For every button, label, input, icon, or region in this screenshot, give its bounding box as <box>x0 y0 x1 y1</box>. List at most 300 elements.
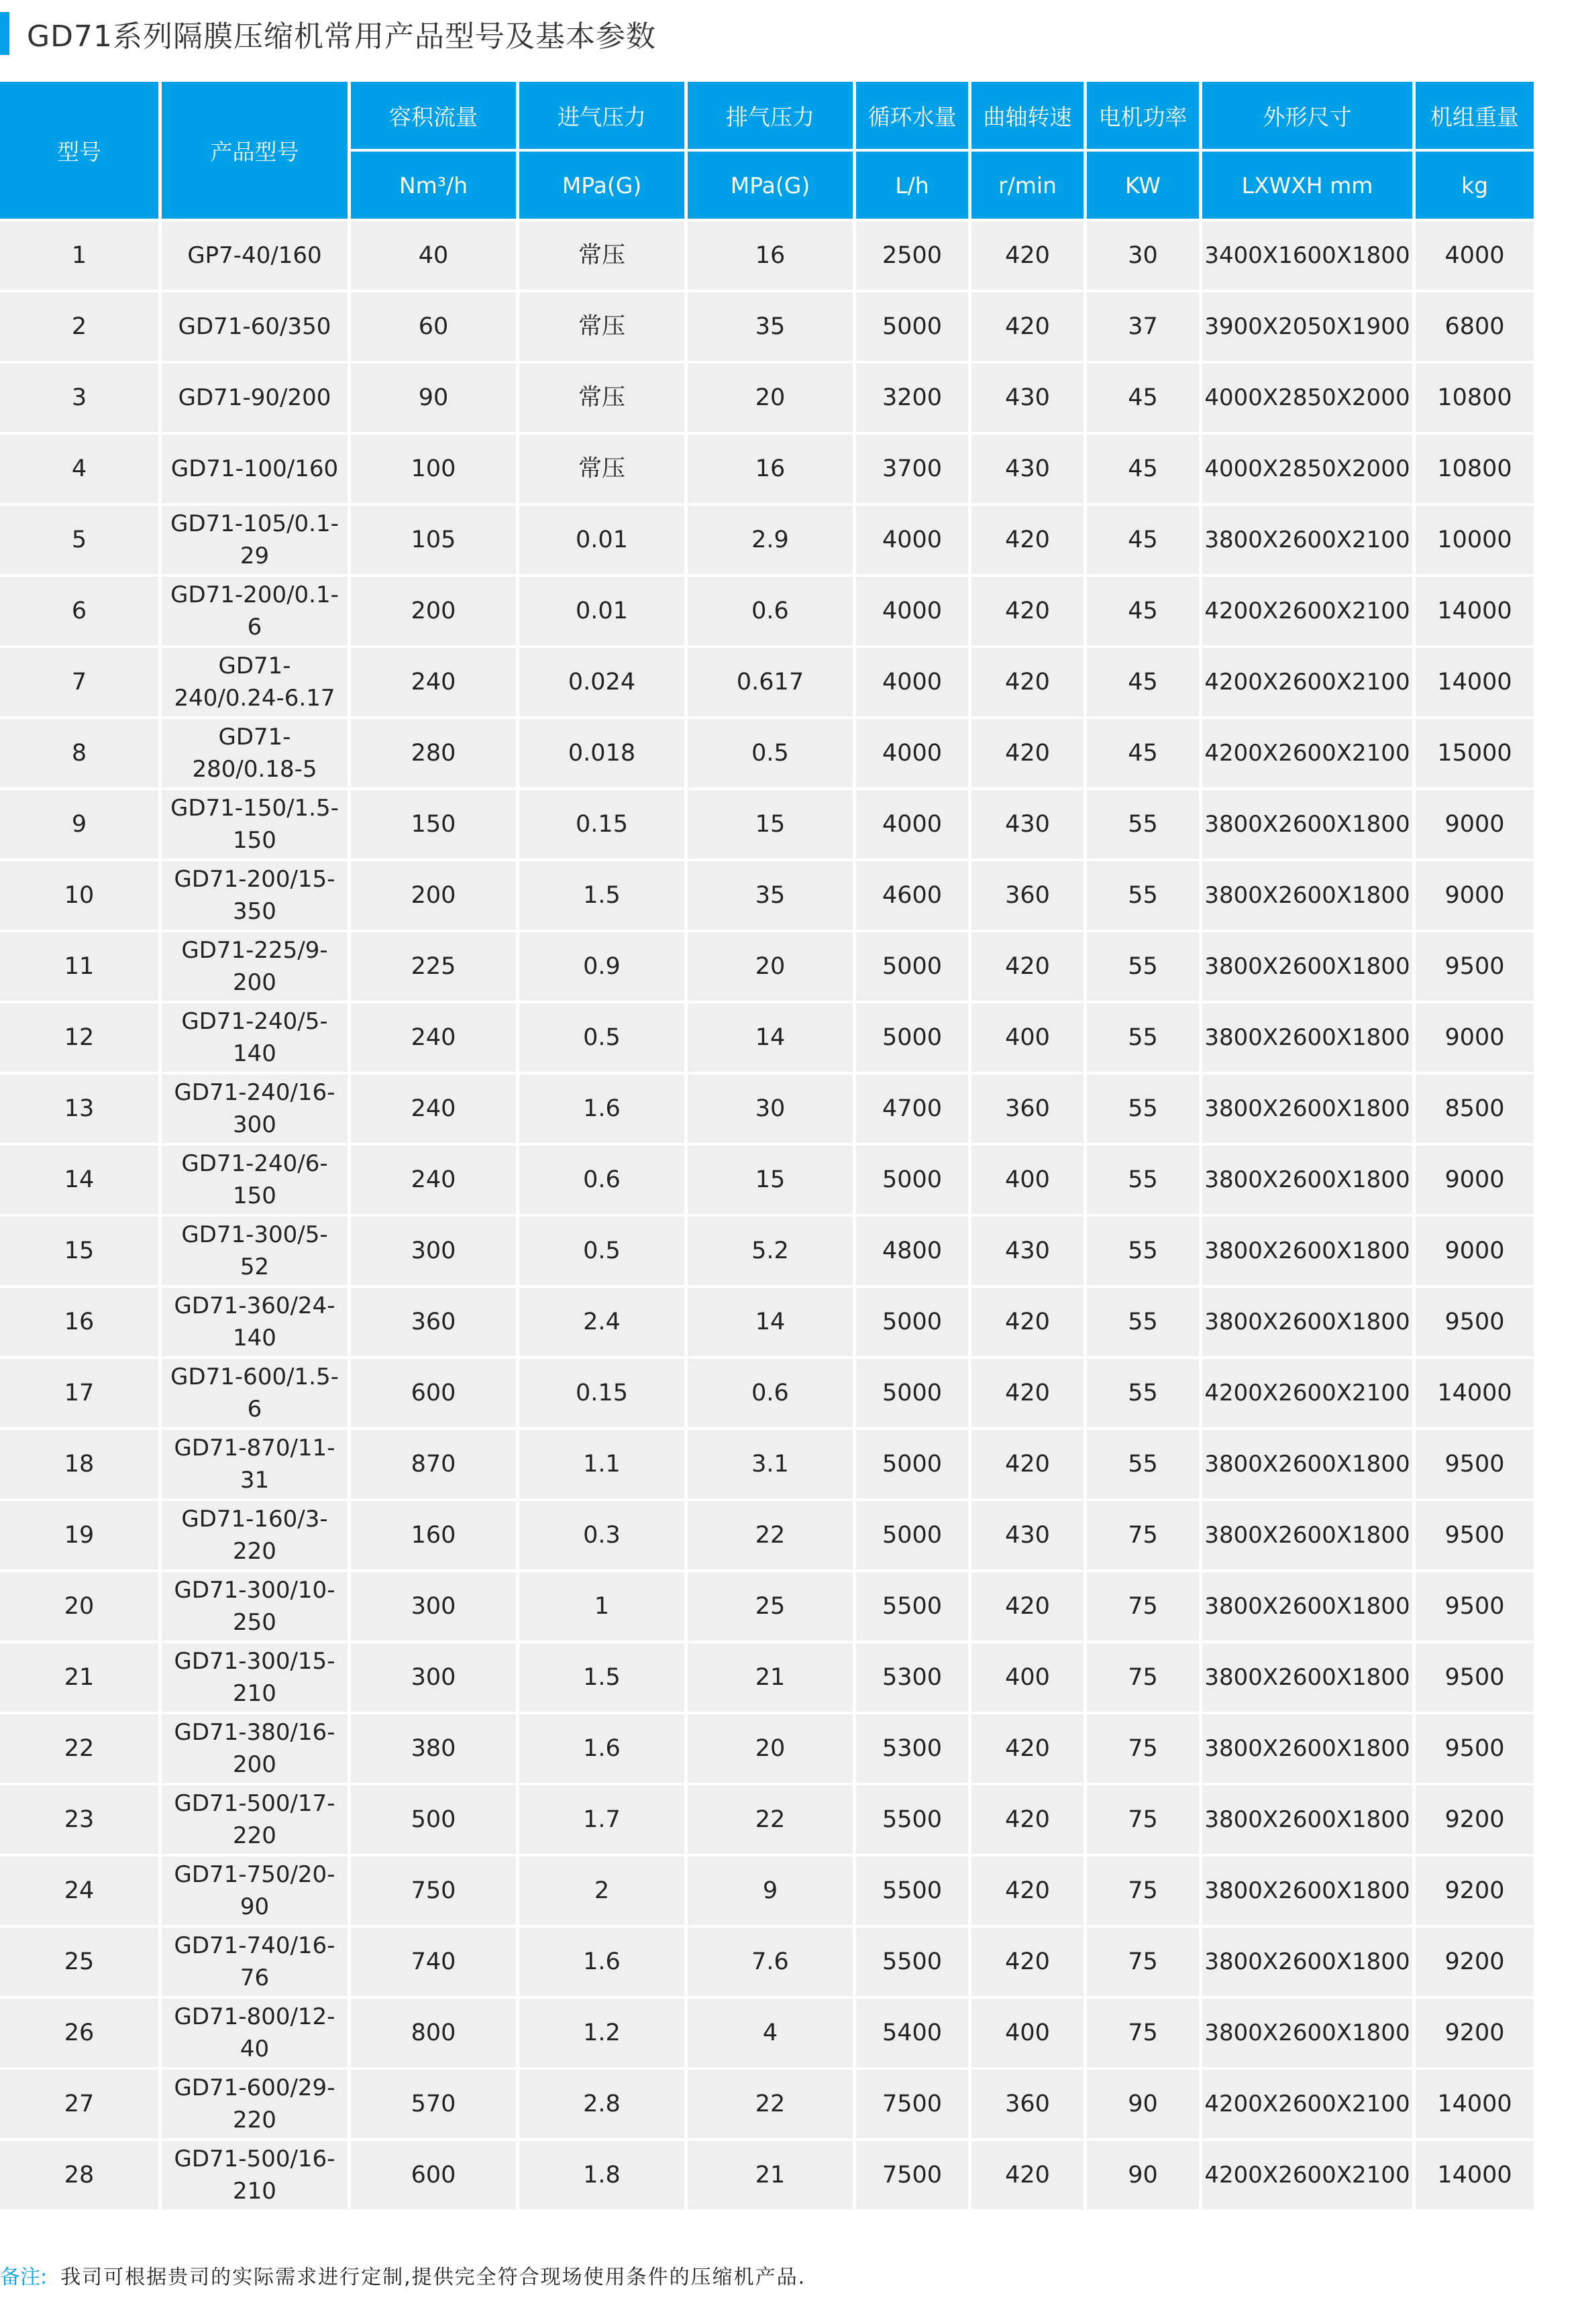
cell-inlet-pressure: 1.6 <box>519 1714 684 1783</box>
cell-flow: 240 <box>351 1074 516 1143</box>
cell-flow: 240 <box>351 1003 516 1072</box>
cell-index: 3 <box>0 364 158 432</box>
cell-crank-speed: 420 <box>971 2141 1084 2209</box>
cell-inlet-pressure: 0.3 <box>519 1501 684 1569</box>
cell-motor-power: 75 <box>1087 1714 1199 1783</box>
cell-model: GD71-200/0.1-6 <box>162 577 348 645</box>
header-index: 型号 <box>0 82 158 219</box>
cell-outlet-pressure: 16 <box>688 221 853 290</box>
cell-dimensions: 3800X2600X1800 <box>1202 1928 1412 1996</box>
cell-crank-speed: 420 <box>971 577 1084 645</box>
footnote <box>0 2260 806 2290</box>
cell-weight: 14000 <box>1416 2070 1534 2138</box>
table-row <box>0 1359 1534 1427</box>
cell-crank-speed: 420 <box>971 1714 1084 1783</box>
table-body <box>0 221 1534 2209</box>
cell-index: 11 <box>0 932 158 1001</box>
cell-outlet-pressure: 0.6 <box>688 1359 853 1427</box>
cell-weight: 10000 <box>1416 506 1534 574</box>
cell-motor-power: 90 <box>1087 2141 1199 2209</box>
cell-inlet-pressure: 2.4 <box>519 1288 684 1356</box>
cell-dimensions: 4000X2850X2000 <box>1202 435 1412 503</box>
cell-flow: 300 <box>351 1643 516 1712</box>
cell-crank-speed: 400 <box>971 1643 1084 1712</box>
cell-inlet-pressure: 1.2 <box>519 1999 684 2067</box>
cell-motor-power: 45 <box>1087 435 1199 503</box>
cell-weight: 14000 <box>1416 577 1534 645</box>
cell-flow: 100 <box>351 435 516 503</box>
cell-outlet-pressure: 20 <box>688 932 853 1001</box>
cell-crank-speed: 420 <box>971 1359 1084 1427</box>
header-crank-speed: 曲轴转速 <box>971 82 1084 149</box>
cell-dimensions: 3800X2600X1800 <box>1202 1217 1412 1285</box>
cell-weight: 9000 <box>1416 790 1534 859</box>
cell-weight: 9200 <box>1416 1857 1534 1925</box>
cell-model: GD71-600/1.5-6 <box>162 1359 348 1427</box>
cell-crank-speed: 430 <box>971 1217 1084 1285</box>
cell-motor-power: 37 <box>1087 292 1199 361</box>
cell-water-flow: 4000 <box>856 719 968 787</box>
cell-outlet-pressure: 30 <box>688 1074 853 1143</box>
cell-index: 17 <box>0 1359 158 1427</box>
cell-water-flow: 5400 <box>856 1999 968 2067</box>
cell-water-flow: 4000 <box>856 648 968 716</box>
cell-model: GD71-60/350 <box>162 292 348 361</box>
cell-inlet-pressure: 1.6 <box>519 1928 684 1996</box>
cell-weight: 9000 <box>1416 1217 1534 1285</box>
cell-inlet-pressure: 1.5 <box>519 1643 684 1712</box>
title-accent-bar <box>0 12 9 55</box>
header-model: 产品型号 <box>162 82 348 219</box>
cell-outlet-pressure: 0.6 <box>688 577 853 645</box>
cell-crank-speed: 420 <box>971 506 1084 574</box>
cell-motor-power: 75 <box>1087 1999 1199 2067</box>
cell-outlet-pressure: 22 <box>688 2070 853 2138</box>
cell-crank-speed: 360 <box>971 861 1084 930</box>
cell-model: GD71-90/200 <box>162 364 348 432</box>
cell-motor-power: 55 <box>1087 1359 1199 1427</box>
cell-crank-speed: 400 <box>971 1003 1084 1072</box>
cell-dimensions: 3800X2600X1800 <box>1202 1430 1412 1498</box>
cell-crank-speed: 420 <box>971 1288 1084 1356</box>
cell-dimensions: 3800X2600X1800 <box>1202 1857 1412 1925</box>
cell-water-flow: 4800 <box>856 1217 968 1285</box>
page-title-bar <box>0 12 656 55</box>
cell-water-flow: 4000 <box>856 790 968 859</box>
cell-index: 5 <box>0 506 158 574</box>
cell-water-flow: 3200 <box>856 364 968 432</box>
cell-outlet-pressure: 21 <box>688 1643 853 1712</box>
unit-flow: Nm³/h <box>351 152 516 219</box>
cell-weight: 9500 <box>1416 1430 1534 1498</box>
cell-index: 7 <box>0 648 158 716</box>
cell-water-flow: 5000 <box>856 932 968 1001</box>
cell-flow: 200 <box>351 861 516 930</box>
cell-inlet-pressure: 2.8 <box>519 2070 684 2138</box>
cell-flow: 600 <box>351 2141 516 2209</box>
cell-flow: 380 <box>351 1714 516 1783</box>
cell-weight: 9500 <box>1416 1501 1534 1569</box>
cell-motor-power: 45 <box>1087 577 1199 645</box>
cell-dimensions: 3800X2600X1800 <box>1202 1714 1412 1783</box>
cell-outlet-pressure: 22 <box>688 1501 853 1569</box>
cell-inlet-pressure: 1.6 <box>519 1074 684 1143</box>
cell-model: GD71-300/10-250 <box>162 1572 348 1641</box>
cell-index: 4 <box>0 435 158 503</box>
cell-model: GD71-740/16-76 <box>162 1928 348 1996</box>
cell-crank-speed: 420 <box>971 1785 1084 1854</box>
cell-inlet-pressure: 0.5 <box>519 1003 684 1072</box>
cell-index: 10 <box>0 861 158 930</box>
cell-index: 2 <box>0 292 158 361</box>
cell-model: GD71-750/20-90 <box>162 1857 348 1925</box>
cell-inlet-pressure: 0.01 <box>519 577 684 645</box>
cell-flow: 105 <box>351 506 516 574</box>
table-row <box>0 1501 1534 1569</box>
cell-inlet-pressure: 0.01 <box>519 506 684 574</box>
cell-flow: 225 <box>351 932 516 1001</box>
cell-crank-speed: 400 <box>971 1146 1084 1214</box>
cell-flow: 90 <box>351 364 516 432</box>
cell-crank-speed: 420 <box>971 1430 1084 1498</box>
cell-outlet-pressure: 15 <box>688 790 853 859</box>
header-weight: 机组重量 <box>1416 82 1534 149</box>
cell-water-flow: 7500 <box>856 2141 968 2209</box>
cell-model: GD71-160/3-220 <box>162 1501 348 1569</box>
cell-weight: 9500 <box>1416 1288 1534 1356</box>
table-row <box>0 577 1534 645</box>
cell-water-flow: 4600 <box>856 861 968 930</box>
cell-dimensions: 3800X2600X1800 <box>1202 861 1412 930</box>
cell-model: GD71-240/16-300 <box>162 1074 348 1143</box>
cell-motor-power: 75 <box>1087 1857 1199 1925</box>
cell-dimensions: 3800X2600X1800 <box>1202 790 1412 859</box>
table-row <box>0 1643 1534 1712</box>
cell-motor-power: 55 <box>1087 1430 1199 1498</box>
cell-index: 20 <box>0 1572 158 1641</box>
cell-weight: 9000 <box>1416 861 1534 930</box>
cell-model: GD71-380/16-200 <box>162 1714 348 1783</box>
unit-water-flow: L/h <box>856 152 968 219</box>
cell-dimensions: 4200X2600X2100 <box>1202 1359 1412 1427</box>
cell-index: 21 <box>0 1643 158 1712</box>
cell-flow: 280 <box>351 719 516 787</box>
cell-motor-power: 55 <box>1087 1288 1199 1356</box>
cell-flow: 600 <box>351 1359 516 1427</box>
cell-dimensions: 4200X2600X2100 <box>1202 2070 1412 2138</box>
cell-inlet-pressure: 1.7 <box>519 1785 684 1854</box>
cell-dimensions: 3800X2600X1800 <box>1202 1643 1412 1712</box>
header-inlet-pressure: 进气压力 <box>519 82 684 149</box>
cell-crank-speed: 420 <box>971 221 1084 290</box>
cell-outlet-pressure: 5.2 <box>688 1217 853 1285</box>
cell-water-flow: 4000 <box>856 506 968 574</box>
table-row <box>0 1928 1534 1996</box>
cell-crank-speed: 400 <box>971 1999 1084 2067</box>
cell-outlet-pressure: 7.6 <box>688 1928 853 1996</box>
cell-flow: 240 <box>351 1146 516 1214</box>
cell-model: GP7-40/160 <box>162 221 348 290</box>
cell-flow: 870 <box>351 1430 516 1498</box>
cell-model: GD71-240/5-140 <box>162 1003 348 1072</box>
cell-flow: 200 <box>351 577 516 645</box>
cell-dimensions: 4200X2600X2100 <box>1202 648 1412 716</box>
cell-index: 15 <box>0 1217 158 1285</box>
cell-water-flow: 5000 <box>856 1501 968 1569</box>
cell-motor-power: 45 <box>1087 648 1199 716</box>
cell-outlet-pressure: 20 <box>688 364 853 432</box>
cell-water-flow: 5500 <box>856 1928 968 1996</box>
cell-outlet-pressure: 25 <box>688 1572 853 1641</box>
cell-model: GD71-300/5-52 <box>162 1217 348 1285</box>
table-row <box>0 1999 1534 2067</box>
cell-motor-power: 75 <box>1087 1501 1199 1569</box>
cell-flow: 160 <box>351 1501 516 1569</box>
cell-weight: 9500 <box>1416 1714 1534 1783</box>
cell-weight: 9200 <box>1416 1928 1534 1996</box>
cell-water-flow: 5300 <box>856 1714 968 1783</box>
cell-inlet-pressure: 常压 <box>519 292 684 361</box>
cell-water-flow: 5000 <box>856 1359 968 1427</box>
table-row <box>0 2141 1534 2209</box>
cell-water-flow: 7500 <box>856 2070 968 2138</box>
cell-motor-power: 55 <box>1087 1217 1199 1285</box>
cell-water-flow: 5000 <box>856 292 968 361</box>
cell-outlet-pressure: 21 <box>688 2141 853 2209</box>
cell-weight: 9500 <box>1416 1572 1534 1641</box>
cell-flow: 360 <box>351 1288 516 1356</box>
cell-inlet-pressure: 常压 <box>519 435 684 503</box>
cell-weight: 10800 <box>1416 364 1534 432</box>
cell-crank-speed: 430 <box>971 364 1084 432</box>
cell-crank-speed: 420 <box>971 1572 1084 1641</box>
table-row <box>0 719 1534 787</box>
cell-water-flow: 5300 <box>856 1643 968 1712</box>
cell-crank-speed: 430 <box>971 435 1084 503</box>
cell-weight: 9200 <box>1416 1785 1534 1854</box>
cell-dimensions: 3800X2600X1800 <box>1202 1572 1412 1641</box>
cell-motor-power: 45 <box>1087 719 1199 787</box>
cell-dimensions: 3800X2600X1800 <box>1202 1074 1412 1143</box>
cell-dimensions: 4200X2600X2100 <box>1202 2141 1412 2209</box>
table-header-row <box>0 82 1534 149</box>
table-row <box>0 648 1534 716</box>
cell-dimensions: 3800X2600X1800 <box>1202 932 1412 1001</box>
cell-motor-power: 75 <box>1087 1785 1199 1854</box>
header-flow: 容积流量 <box>351 82 516 149</box>
cell-inlet-pressure: 1.5 <box>519 861 684 930</box>
cell-flow: 150 <box>351 790 516 859</box>
cell-index: 19 <box>0 1501 158 1569</box>
cell-model: GD71-100/160 <box>162 435 348 503</box>
cell-outlet-pressure: 0.617 <box>688 648 853 716</box>
cell-model: GD71-800/12-40 <box>162 1999 348 2067</box>
cell-crank-speed: 420 <box>971 648 1084 716</box>
cell-index: 1 <box>0 221 158 290</box>
cell-water-flow: 2500 <box>856 221 968 290</box>
cell-outlet-pressure: 14 <box>688 1003 853 1072</box>
cell-motor-power: 75 <box>1087 1643 1199 1712</box>
cell-flow: 500 <box>351 1785 516 1854</box>
cell-model: GD71-360/24-140 <box>162 1288 348 1356</box>
cell-outlet-pressure: 20 <box>688 1714 853 1783</box>
cell-crank-speed: 430 <box>971 1501 1084 1569</box>
cell-dimensions: 3400X1600X1800 <box>1202 221 1412 290</box>
cell-model: GD71-870/11-31 <box>162 1430 348 1498</box>
cell-motor-power: 55 <box>1087 932 1199 1001</box>
cell-dimensions: 4200X2600X2100 <box>1202 719 1412 787</box>
cell-motor-power: 55 <box>1087 1146 1199 1214</box>
unit-weight: kg <box>1416 152 1534 219</box>
cell-dimensions: 3800X2600X1800 <box>1202 1146 1412 1214</box>
header-motor-power: 电机功率 <box>1087 82 1199 149</box>
cell-flow: 750 <box>351 1857 516 1925</box>
cell-inlet-pressure: 常压 <box>519 364 684 432</box>
cell-dimensions: 3800X2600X1800 <box>1202 1785 1412 1854</box>
cell-inlet-pressure: 0.6 <box>519 1146 684 1214</box>
header-water-flow: 循环水量 <box>856 82 968 149</box>
cell-model: GD71-150/1.5-150 <box>162 790 348 859</box>
cell-outlet-pressure: 35 <box>688 861 853 930</box>
table-row <box>0 1857 1534 1925</box>
table-row <box>0 1288 1534 1356</box>
cell-index: 6 <box>0 577 158 645</box>
cell-model: GD71-240/6-150 <box>162 1146 348 1214</box>
header-dimensions: 外形尺寸 <box>1202 82 1412 149</box>
cell-motor-power: 75 <box>1087 1928 1199 1996</box>
unit-motor-power: KW <box>1087 152 1199 219</box>
cell-index: 24 <box>0 1857 158 1925</box>
cell-index: 18 <box>0 1430 158 1498</box>
table-row <box>0 1146 1534 1214</box>
table-row <box>0 1572 1534 1641</box>
cell-weight: 14000 <box>1416 1359 1534 1427</box>
cell-weight: 10800 <box>1416 435 1534 503</box>
cell-outlet-pressure: 35 <box>688 292 853 361</box>
cell-motor-power: 55 <box>1087 1074 1199 1143</box>
cell-motor-power: 75 <box>1087 1572 1199 1641</box>
cell-outlet-pressure: 2.9 <box>688 506 853 574</box>
cell-crank-speed: 420 <box>971 1928 1084 1996</box>
cell-model: GD71-105/0.1-29 <box>162 506 348 574</box>
cell-flow: 740 <box>351 1928 516 1996</box>
cell-index: 8 <box>0 719 158 787</box>
cell-index: 9 <box>0 790 158 859</box>
cell-crank-speed: 420 <box>971 1857 1084 1925</box>
cell-flow: 40 <box>351 221 516 290</box>
cell-inlet-pressure: 0.9 <box>519 932 684 1001</box>
cell-model: GD71-500/16-210 <box>162 2141 348 2209</box>
cell-weight: 14000 <box>1416 648 1534 716</box>
unit-crank-speed: r/min <box>971 152 1084 219</box>
cell-weight: 15000 <box>1416 719 1534 787</box>
cell-inlet-pressure: 0.15 <box>519 1359 684 1427</box>
cell-water-flow: 5500 <box>856 1785 968 1854</box>
cell-index: 28 <box>0 2141 158 2209</box>
cell-motor-power: 55 <box>1087 790 1199 859</box>
cell-weight: 9500 <box>1416 1643 1534 1712</box>
cell-dimensions: 3800X2600X1800 <box>1202 1288 1412 1356</box>
table-row <box>0 1217 1534 1285</box>
cell-water-flow: 5000 <box>856 1003 968 1072</box>
table-row <box>0 1430 1534 1498</box>
cell-weight: 9200 <box>1416 1999 1534 2067</box>
cell-water-flow: 5500 <box>856 1572 968 1641</box>
cell-index: 26 <box>0 1999 158 2067</box>
footnote-label: 备注: <box>0 2266 48 2289</box>
cell-outlet-pressure: 16 <box>688 435 853 503</box>
table-row <box>0 506 1534 574</box>
cell-crank-speed: 420 <box>971 719 1084 787</box>
table-row <box>0 221 1534 290</box>
cell-dimensions: 3800X2600X1800 <box>1202 1003 1412 1072</box>
cell-weight: 6800 <box>1416 292 1534 361</box>
cell-inlet-pressure: 0.15 <box>519 790 684 859</box>
cell-weight: 9000 <box>1416 1146 1534 1214</box>
table-row <box>0 292 1534 361</box>
cell-motor-power: 55 <box>1087 861 1199 930</box>
unit-dimensions: LXWXH mm <box>1202 152 1412 219</box>
cell-flow: 240 <box>351 648 516 716</box>
table-row <box>0 1074 1534 1143</box>
cell-inlet-pressure: 0.018 <box>519 719 684 787</box>
cell-crank-speed: 430 <box>971 790 1084 859</box>
cell-flow: 300 <box>351 1572 516 1641</box>
cell-weight: 14000 <box>1416 2141 1534 2209</box>
cell-weight: 9500 <box>1416 932 1534 1001</box>
cell-water-flow: 3700 <box>856 435 968 503</box>
table-row <box>0 364 1534 432</box>
cell-water-flow: 5000 <box>856 1146 968 1214</box>
cell-outlet-pressure: 9 <box>688 1857 853 1925</box>
cell-water-flow: 4700 <box>856 1074 968 1143</box>
cell-index: 16 <box>0 1288 158 1356</box>
cell-index: 13 <box>0 1074 158 1143</box>
cell-inlet-pressure: 1 <box>519 1572 684 1641</box>
cell-outlet-pressure: 0.5 <box>688 719 853 787</box>
cell-dimensions: 4200X2600X2100 <box>1202 577 1412 645</box>
cell-dimensions: 3800X2600X1800 <box>1202 1999 1412 2067</box>
cell-inlet-pressure: 0.5 <box>519 1217 684 1285</box>
cell-inlet-pressure: 常压 <box>519 221 684 290</box>
cell-motor-power: 30 <box>1087 221 1199 290</box>
table-row <box>0 932 1534 1001</box>
cell-outlet-pressure: 22 <box>688 1785 853 1854</box>
cell-outlet-pressure: 3.1 <box>688 1430 853 1498</box>
cell-weight: 8500 <box>1416 1074 1534 1143</box>
cell-inlet-pressure: 2 <box>519 1857 684 1925</box>
cell-index: 22 <box>0 1714 158 1783</box>
cell-crank-speed: 420 <box>971 932 1084 1001</box>
cell-model: GD71-200/15-350 <box>162 861 348 930</box>
cell-weight: 9000 <box>1416 1003 1534 1072</box>
cell-index: 27 <box>0 2070 158 2138</box>
cell-model: GD71-600/29-220 <box>162 2070 348 2138</box>
cell-index: 14 <box>0 1146 158 1214</box>
cell-crank-speed: 420 <box>971 292 1084 361</box>
cell-motor-power: 90 <box>1087 2070 1199 2138</box>
table-row <box>0 1714 1534 1783</box>
cell-water-flow: 5000 <box>856 1288 968 1356</box>
cell-model: GD71-300/15-210 <box>162 1643 348 1712</box>
cell-flow: 300 <box>351 1217 516 1285</box>
cell-dimensions: 3800X2600X2100 <box>1202 506 1412 574</box>
cell-crank-speed: 360 <box>971 1074 1084 1143</box>
table-row <box>0 1785 1534 1854</box>
cell-flow: 570 <box>351 2070 516 2138</box>
cell-model: GD71-500/17-220 <box>162 1785 348 1854</box>
cell-index: 12 <box>0 1003 158 1072</box>
